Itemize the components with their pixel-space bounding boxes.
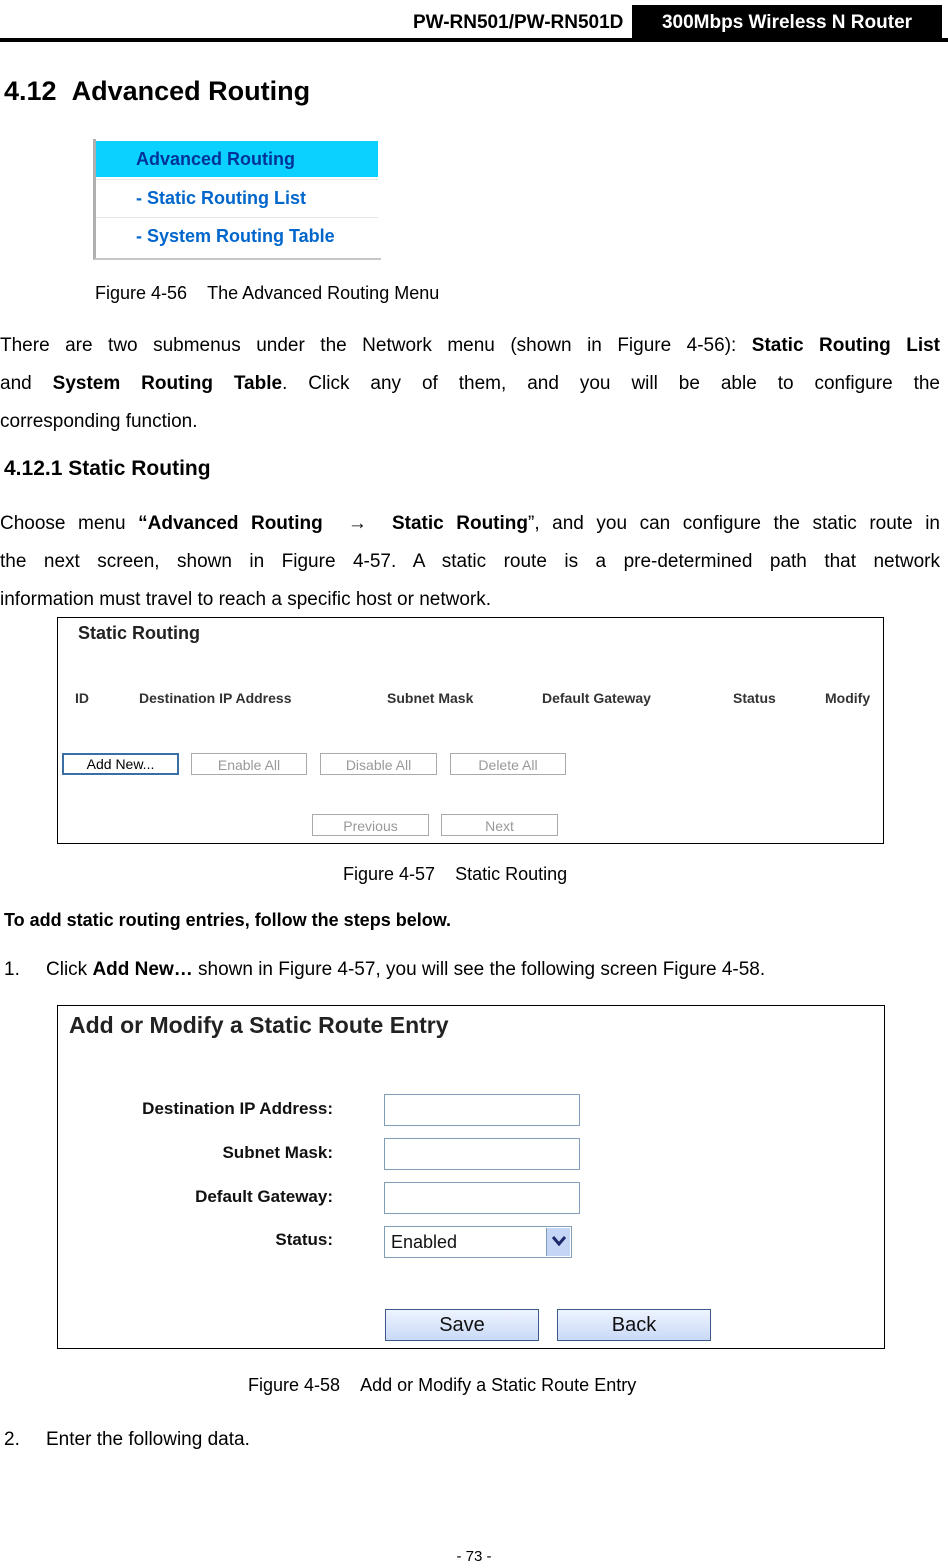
destination-ip-input[interactable] [384,1094,580,1126]
destination-ip-label: Destination IP Address: [142,1099,333,1118]
back-button[interactable]: Back [557,1309,711,1341]
para1-line3: corresponding function. [0,411,198,432]
subsection-heading [4,457,211,481]
figure-56-number: Figure 4-56 [95,283,188,303]
step-1-bold-add-new: Add New… [92,959,193,980]
enable-all-button[interactable]: Enable All [191,753,307,775]
step-2-text: Enter the following data. [46,1429,250,1450]
column-header-subnet-mask: Subnet Mask [387,690,474,706]
para1-text-e: . Click any of them, and you will be able to configure the [282,373,940,394]
status-select-value: Enabled [391,1232,458,1252]
figure-57-number: Figure 4-57 [343,864,436,884]
para1-bold-static-routing-list: Static Routing List [751,335,941,356]
column-header-destination-ip: Destination IP Address [139,690,292,706]
chevron-down-icon[interactable] [546,1228,570,1256]
section-number: 4.12 [4,76,57,106]
step-1-text [46,959,765,981]
step-2-number: 2. [4,1429,20,1450]
page-number: - 73 - [456,1548,492,1565]
column-header-status: Status [733,690,776,706]
static-routing-title: Static Routing [78,623,200,643]
add-new-button[interactable]: Add New... [62,753,179,775]
step-1-text-a: Click [46,959,93,980]
save-button[interactable]: Save [385,1309,539,1341]
para1-line2 [0,365,940,403]
header-product: 300Mbps Wireless N Router [632,5,942,38]
default-gateway-input[interactable] [384,1182,580,1214]
subsection-number: 4.12.1 [4,457,63,480]
para1-bold-system-routing-table: System Routing Table [52,373,283,394]
status-label: Status: [275,1230,333,1249]
step-1-number: 1. [4,959,20,980]
para2-text-d: ”, and you can configure the static route in [528,513,940,534]
figure-58-caption [248,1375,636,1396]
add-modify-route-screenshot [57,1005,885,1349]
header-model: PW-RN501/PW-RN501D [413,12,624,33]
section-title: Advanced Routing [71,76,311,106]
para2-line3: information must travel to reach a specific host or network. [0,589,492,610]
para1-text-c: and [0,373,53,394]
subsection-title: Static Routing [68,457,211,480]
para2-text-a: Choose menu [0,513,139,534]
previous-button[interactable]: Previous [312,814,429,836]
column-header-default-gateway: Default Gateway [542,690,651,706]
default-gateway-label: Default Gateway: [195,1187,333,1206]
column-header-id: ID [75,690,89,706]
para2-bold-advanced-routing: “Advanced Routing [138,513,323,534]
figure-57-text: Static Routing [455,864,568,884]
para1-line1 [0,327,940,365]
advanced-routing-menu [93,139,381,260]
figure-57-caption [343,864,567,885]
figure-56-text: The Advanced Routing Menu [207,283,440,303]
para2-bold-static-routing: Static Routing [391,513,528,534]
steps-heading: To add static routing entries, follow the steps below. [4,910,452,930]
section-heading [4,76,310,107]
menu-item-advanced-routing[interactable]: Advanced Routing [96,141,378,177]
header-rule [0,38,948,42]
add-modify-title: Add or Modify a Static Route Entry [69,1012,449,1038]
subnet-mask-label: Subnet Mask: [222,1143,333,1162]
disable-all-button[interactable]: Disable All [320,753,437,775]
figure-56-caption [95,283,439,304]
column-header-modify: Modify [825,690,871,706]
para2-line2: the next screen, shown in Figure 4-57. A static route is a pre-determined path that network [0,551,940,572]
step-1-text-c: shown in Figure 4-57, you will see the following screen Figure 4-58. [192,959,766,980]
static-routing-screenshot [57,617,884,844]
subnet-mask-input[interactable] [384,1138,580,1170]
next-button[interactable]: Next [441,814,558,836]
figure-58-text: Add or Modify a Static Route Entry [360,1375,637,1395]
menu-item-system-routing-table[interactable]: - System Routing Table [96,217,378,253]
delete-all-button[interactable]: Delete All [450,753,566,775]
menu-item-static-routing-list[interactable]: - Static Routing List [96,179,378,215]
figure-58-number: Figure 4-58 [248,1375,341,1395]
para1-text-a: There are two submenus under the Network menu (shown in Figure 4-56): [0,335,752,356]
para2-line1 [0,505,940,543]
status-select[interactable] [384,1226,572,1258]
right-arrow-icon: → [347,513,367,534]
